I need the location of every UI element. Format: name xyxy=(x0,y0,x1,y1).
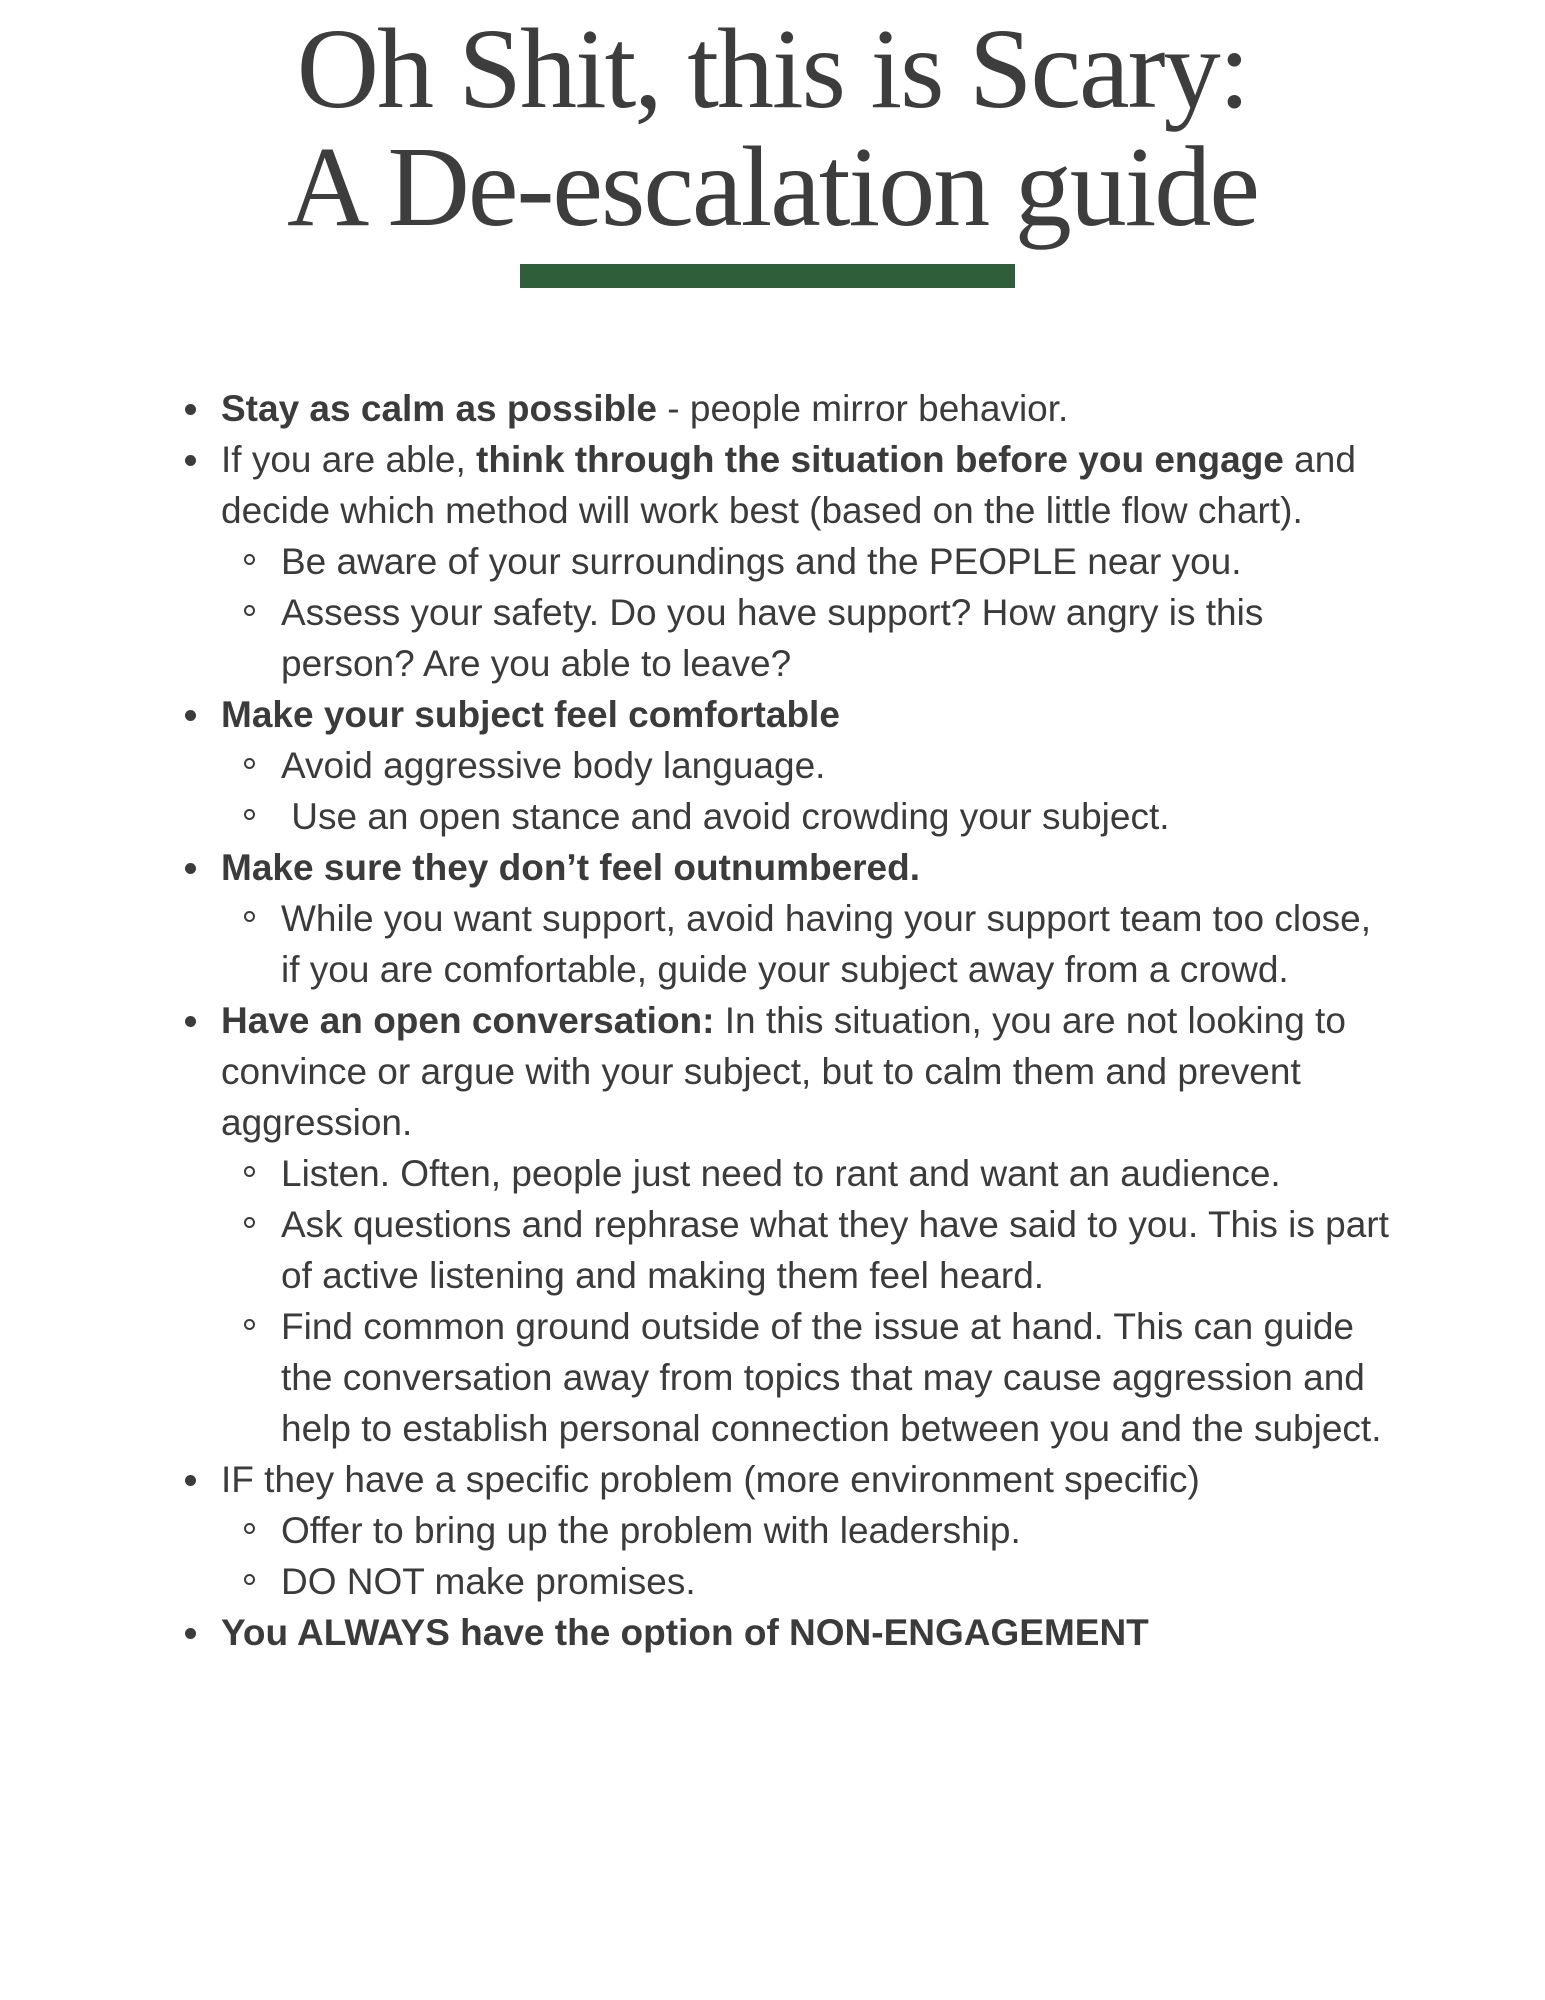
list-item-specific-problem xyxy=(0,1454,1545,1505)
title-underline-rule xyxy=(520,264,1015,288)
sub-item-common-ground: Find common ground outside of the issue at hand. This can guide the conversation away from topics that may cause aggression and help to establish personal connection between you and the subject. xyxy=(0,1301,1545,1454)
sub-item-body-language: Avoid aggressive body language. xyxy=(0,740,1545,791)
title-line-2: A De-escalation guide xyxy=(287,123,1258,250)
sub-item-surroundings: Be aware of your surroundings and the PEOPLE near you. xyxy=(0,536,1545,587)
list-item-outnumbered xyxy=(0,842,1545,893)
list-item-think-through xyxy=(0,434,1545,536)
list-item-open-conversation xyxy=(0,995,1545,1148)
item-text: In this situation, you are not looking to convince or argue with your subject, but to calm them and prevent aggression. xyxy=(221,1000,1346,1143)
sub-item-no-promises: DO NOT make promises. xyxy=(0,1556,1545,1607)
list-item-stay-calm xyxy=(0,383,1545,434)
item-bold-text: You ALWAYS have the option of NON-ENGAGEMENT xyxy=(221,1612,1149,1653)
list-item-non-engagement xyxy=(0,1607,1545,1658)
item-lead-text: If you are able, xyxy=(221,439,477,480)
title-line-1: Oh Shit, this is Scary: xyxy=(296,5,1249,132)
sub-item-open-stance: Use an open stance and avoid crowding your subject. xyxy=(0,791,1545,842)
item-text: and decide which method will work best (based on the little flow chart). xyxy=(221,439,1356,531)
item-bold-text: Make sure they don’t feel outnumbered. xyxy=(221,847,921,888)
sub-item-ask-questions: Ask questions and rephrase what they have said to you. This is part of active listening and making them feel heard. xyxy=(0,1199,1545,1301)
list-item-comfortable xyxy=(0,689,1545,740)
bullet-list xyxy=(0,383,1545,1658)
sub-item-leadership: Offer to bring up the problem with leadership. xyxy=(0,1505,1545,1556)
guide-content xyxy=(0,383,1545,1658)
item-bold-text: think through the situation before you engage xyxy=(476,439,1284,480)
sub-item-support-team: While you want support, avoid having your support team too close, if you are comfortable, guide your subject away from a crowd. xyxy=(0,893,1545,995)
sub-item-listen: Listen. Often, people just need to rant and want an audience. xyxy=(0,1148,1545,1199)
item-text: IF they have a specific problem (more environment specific) xyxy=(221,1459,1200,1500)
sub-item-assess-safety: Assess your safety. Do you have support? How angry is this person? Are you able to leave? xyxy=(0,587,1545,689)
item-bold-text: Stay as calm as possible xyxy=(221,388,658,429)
item-text: - people mirror behavior. xyxy=(657,388,1069,429)
page-title xyxy=(0,5,1545,250)
item-bold-text: Have an open conversation: xyxy=(221,1000,715,1041)
item-bold-text: Make your subject feel comfortable xyxy=(221,694,840,735)
